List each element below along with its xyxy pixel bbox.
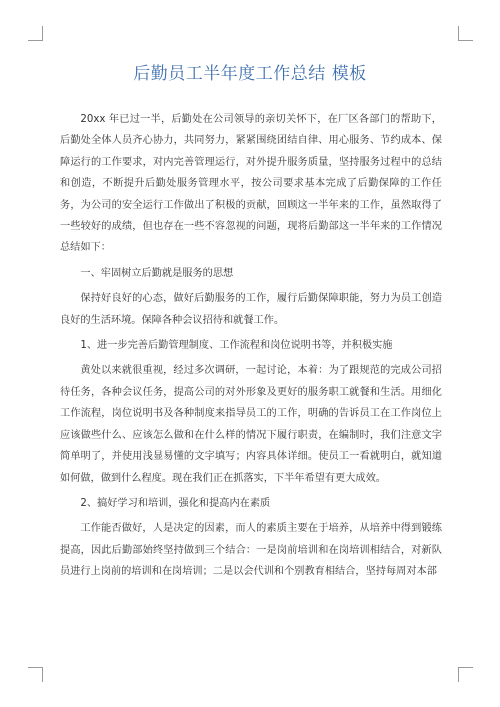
document-body: [60, 109, 442, 583]
subsection-heading-2: 2、搞好学习和培训，强化和提高内在素质: [80, 497, 271, 509]
crop-mark-top-right: [458, 26, 473, 41]
intro-paragraph: 20xx 年已过一半，后勤处在公司领导的亲切关怀下，在厂区各部门的帮助下，后勤处全体人员齐心协力，共同努力，紧紧围绕团结自律、用心服务、节约成本、保障运行的工作要求，对内完善管理运行，对外提升服务质量，坚持服务过程中的总结和创造，不断提升后勤处服务管理水平，按公司要求基本完成了后勤保障的工作任务，为公司的安全运行工作做出了积极的贡献，回顾这一半年来的工作，虽然取得了一些较好的成绩，但也存在一些不容忽视的问题，现将后勤部这一半年来的工作情况总结如下：: [60, 114, 442, 254]
crop-mark-top-left: [28, 26, 43, 41]
document-title: 后勤员工半年度工作总结 模板: [133, 64, 367, 84]
section-heading-1: 一、牢固树立后勤就是服务的思想: [80, 267, 234, 279]
subsection-paragraph-1: 黄处以来就很重视，经过多次调研，一起讨论，本着：为了跟规范的完成公司招待任务，各种会议任务，提高公司的对外形象及更好的服务职工就餐和生活。用细化工作流程，岗位说明书及各种制度来指导员工的工作，明确的告诉员工在工作岗位上应该做些什么、应该怎么做和在什么样的情况下履行职责，在编制时，我们注意文字简单明了，并使用浅显易懂的文字填写；内容具体详细。使员工一看就明白，就知道如何做，做到什么程度。现在我们正在抓落实，下半年希望有更大成效。: [60, 365, 442, 484]
subsection-paragraph-2: 工作能否做好，人是决定的因素，而人的素质主要在于培养，从培养中得到锻练提高，因此后勤部始终坚持做到三个结合：一是岗前培训和在岗培训相结合，对新队员进行上岗前的培训和在岗培训；二是以会代训和个别教育相结合，坚持每周对本部: [60, 523, 442, 578]
subsection-heading-1: 1、进一步完善后勤管理制度、工作流程和岗位说明书等，并积极实施: [80, 340, 393, 352]
crop-mark-bottom-left: [28, 667, 43, 682]
section-paragraph-1: 保持好良好的心态，做好后勤服务的工作，履行后勤保障职能，努力为员工创造良好的生活环境。保障各种会议招待和就餐工作。: [60, 293, 442, 326]
crop-mark-bottom-right: [458, 667, 473, 682]
